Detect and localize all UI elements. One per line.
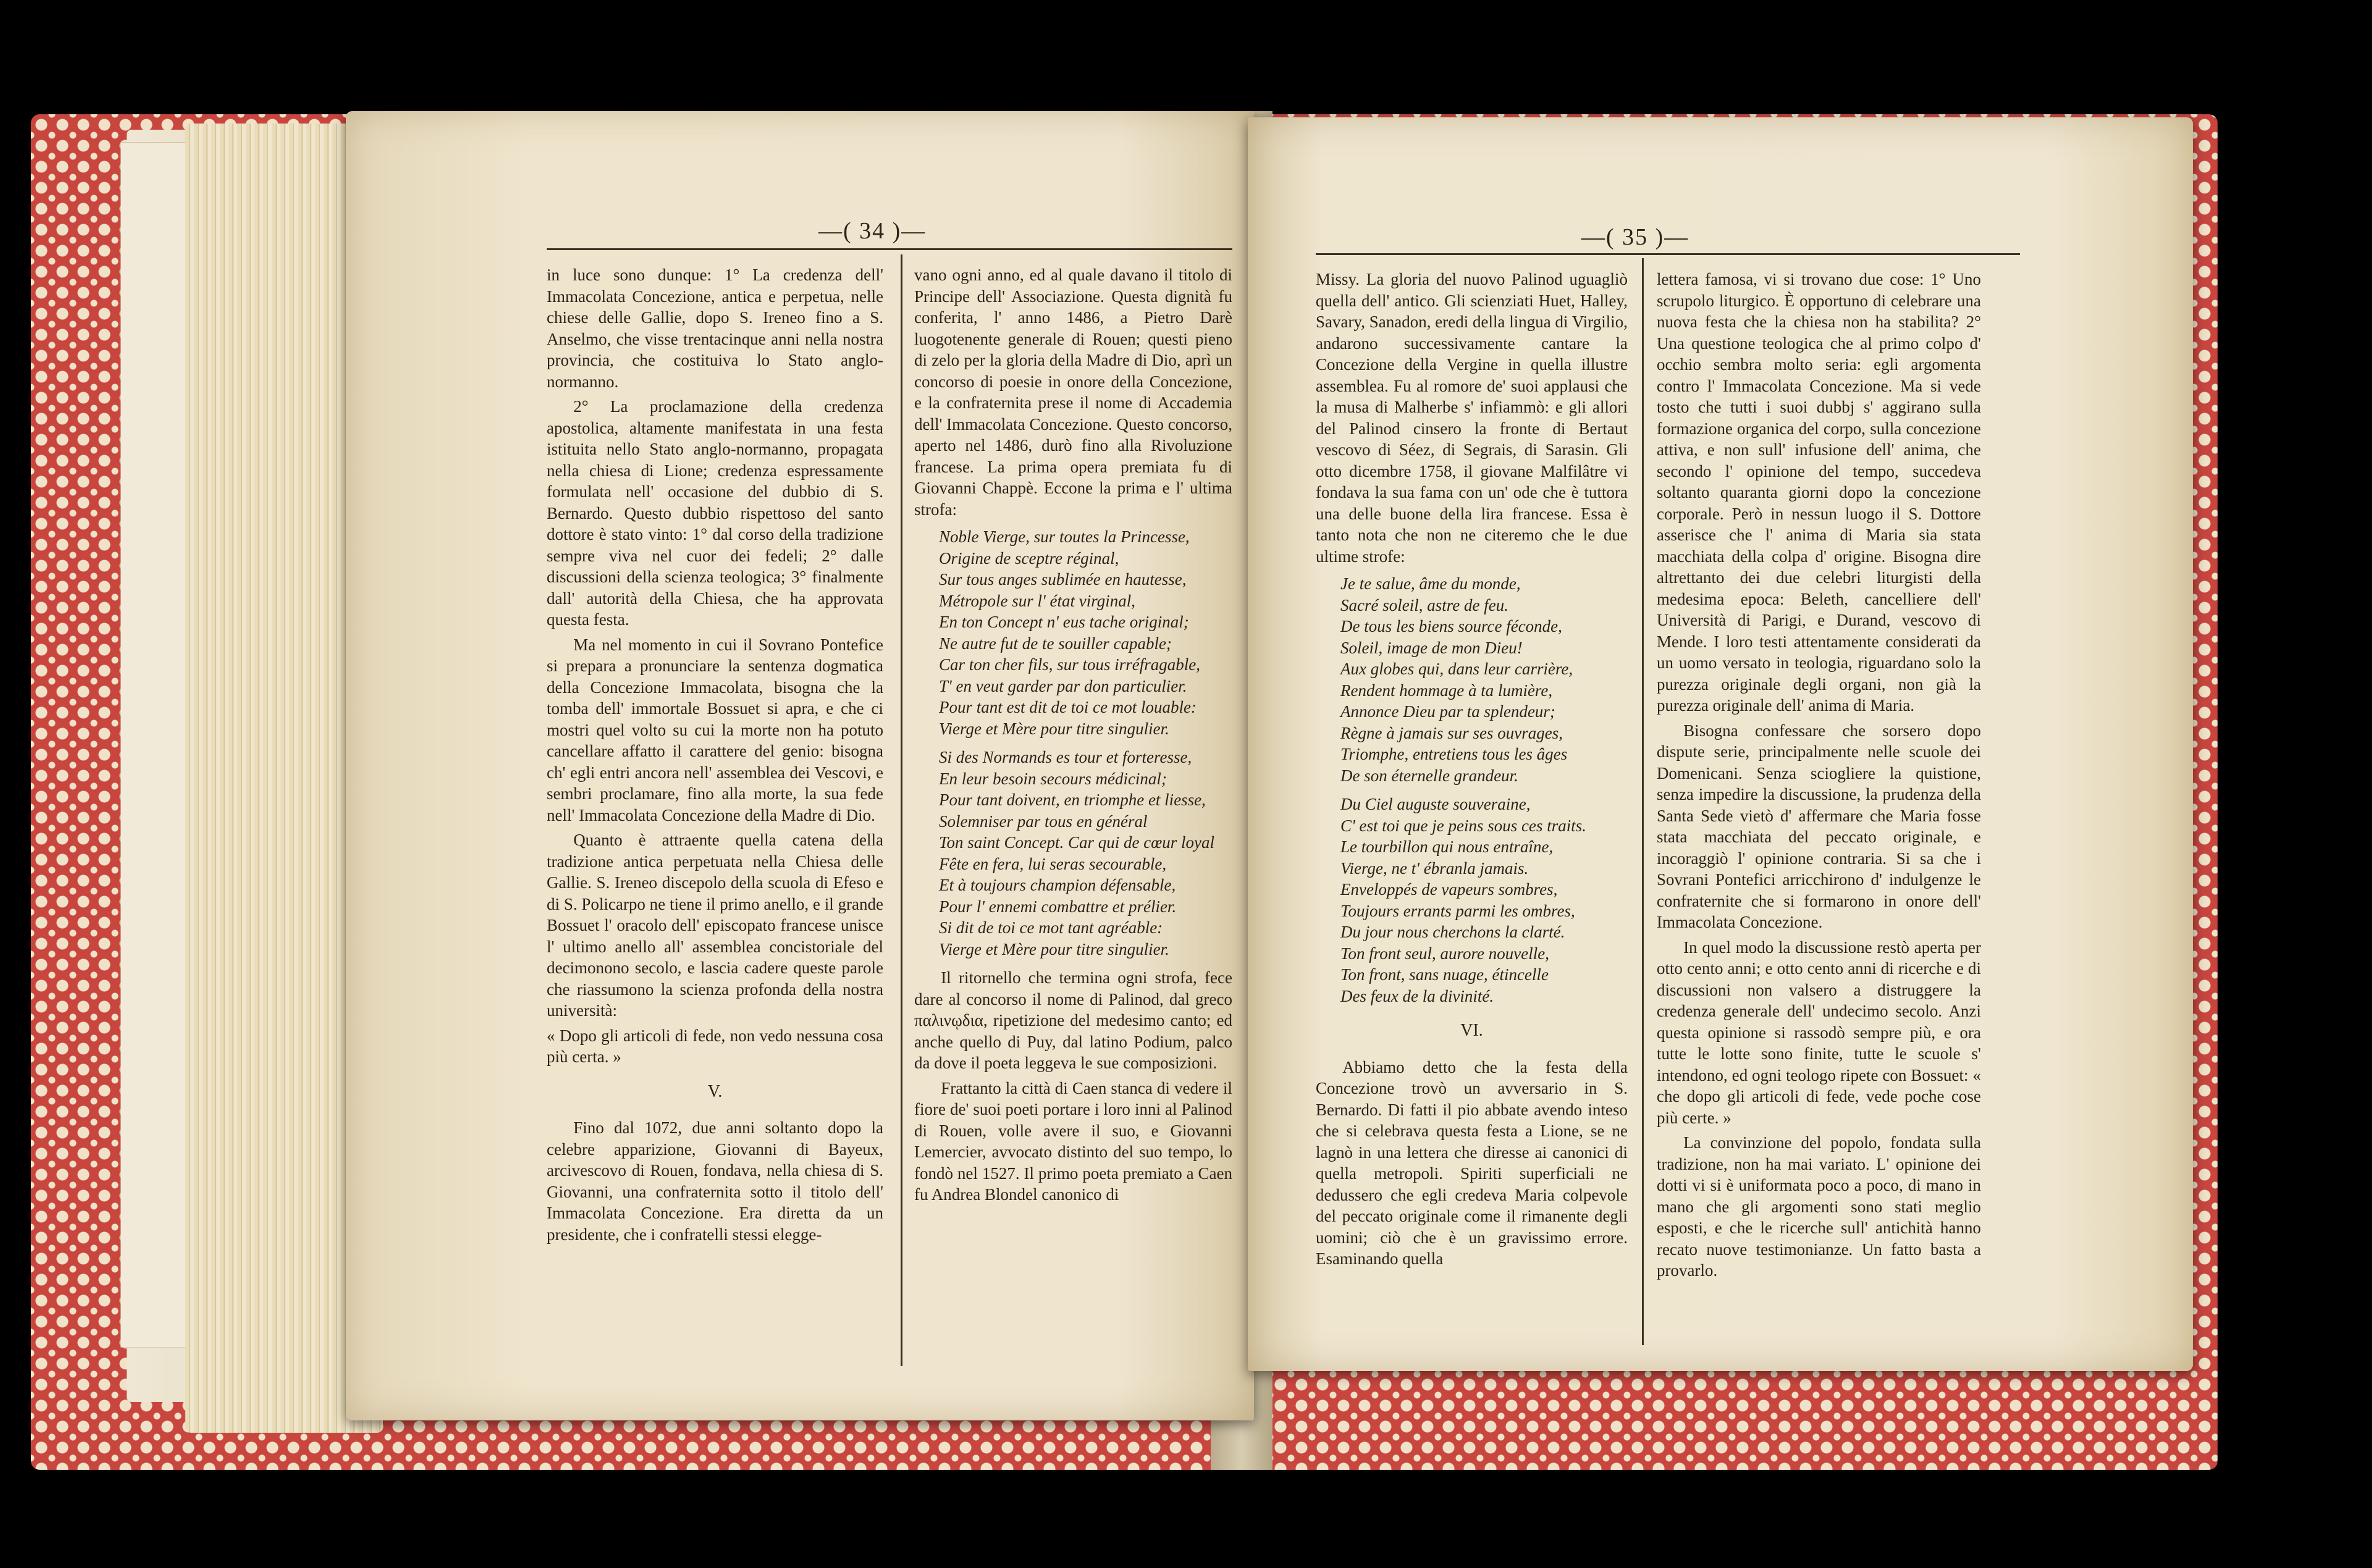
paragraph: Bisogna confessare che sorsero dopo dispute serie, principalmente nelle scuole dei Domenicani. Senza sciogliere la quistione, senza impedire la discussione, la prudenza della Santa Sede vietò d' affermare che Maria fosse stata macchiata del peccato originale, e incoraggiò l' opinione contraria. Si sa che i Sovrani Pontefici arricchirono d' indulgenze le confraternite che si formarono in onore dell' Immacolata Concezione.	[1657, 721, 1981, 931]
poem-stanza	[939, 747, 1232, 960]
poem-stanza	[1340, 573, 1628, 786]
section-heading: V.	[707, 1081, 723, 1101]
verse: Des feux de la divinité.	[1340, 986, 1494, 1005]
paragraph: in luce sono dunque: 1° La credenza dell' Immacolata Concezione, antica e perpetua, nelle chiese delle Gallie, dopo S. Ireneo fino a S. Anselmo, che visse trentacinque anni nella nostra provincia, che costituiva lo Stato anglo-normanno.	[547, 266, 883, 391]
bossuet-quote: « Dopo gli articoli di fede, non vedo nessuna cosa più certa. »	[547, 1026, 883, 1066]
verse: Triomphe, entretiens tous les âges	[1340, 745, 1568, 763]
left-page-column-2	[914, 264, 1232, 1209]
verse: Ton saint Concept. Car qui de cœur loyal	[939, 833, 1215, 852]
inserted-sheet	[120, 142, 196, 1348]
page-number-left: —( 34 )—	[818, 218, 927, 244]
right-page	[1248, 117, 2193, 1371]
verse: En ton Concept n' eus tache original;	[939, 613, 1189, 631]
poem-stanza	[939, 526, 1232, 739]
verse: Noble Vierge, sur toutes la Princesse,	[939, 527, 1190, 546]
section-heading: VI.	[1460, 1021, 1483, 1040]
left-page	[346, 111, 1254, 1420]
verse: Toujours errants parmi les ombres,	[1340, 901, 1575, 920]
paragraph: Il ritornello che termina ogni strofa, fece dare al concorso il nome di Palinod, dal greco παλινῳδια, ripetizione del medesimo canto; ed anche quello di Puy, dal latino Podium, palco da dove il poeta leggeva le sue composizioni.	[914, 968, 1232, 1072]
verse: Du jour nous cherchons la clarté.	[1340, 923, 1565, 941]
verse: Fête en fera, lui seras secourable,	[939, 854, 1167, 873]
verse: Métropole sur l' état virginal,	[939, 591, 1135, 610]
verse: Pour l' ennemi combattre et prélier.	[939, 897, 1177, 916]
paragraph: Missy. La gloria del nuovo Palinod uguagliò quella dell' antico. Gli scienziati Huet, Halley, Savary, Sanadon, eredi della lingua di Virgilio, andarono successivamente cantare la Concezione della Vergine in quella illustre assemblea. Fu al romore de' suoi applausi che la musa di Malherbe s' infiammò: e gli allori del Palinod cinsero la fronte di Bertaut vescovo di Séez, di Segrais, di Sarasin. Gli otto dicembre 1758, il giovane Malfilâtre vi fondava la sua fama con un' ode che è tuttora una delle buone della lira francese. Essa è tanto nota che non ne citeremo che le due ultime strofe:	[1316, 270, 1628, 566]
paragraph: Abbiamo detto che la festa della Concezione trovò un avversario in S. Bernardo. Di fatti il pio abbate avendo inteso che si celebrava questa festa a Lione, se ne lagnò in una lettera che diresse ai canonici di quella metropoli. Spiriti superficiali ne dedussero che egli credeva Maria colpevole del peccato originale come il rimanente degli uomini; ciò che è un gravissimo errore. Esaminando quella	[1316, 1057, 1628, 1268]
verse: Enveloppés de vapeurs sombres,	[1340, 880, 1558, 899]
paragraph: Ma nel momento in cui il Sovrano Pontefice si prepara a pronunciare la sentenza dogmatica della Concezione Immacolata, bisogna che la tomba dell' immortale Bossuet si apra, e che ci mostri quel volto su cui la morte non ha potuto cancellare affatto il carattere del genio: bisogna ch' egli entri ancora nell' assemblea dei Vescovi, e sembri proclamare, fino alla morte, la sua fede nell' Immacolata Concezione della Madre di Dio.	[547, 635, 883, 824]
verse: Ton front, sans nuage, étincelle	[1340, 965, 1549, 984]
header-rule	[1316, 253, 2020, 255]
verse: Rendent hommage à ta lumière,	[1340, 681, 1553, 700]
verse: Aux globes qui, dans leur carrière,	[1340, 660, 1573, 678]
verse: Vierge et Mère pour titre singulier.	[939, 719, 1169, 738]
page-number-right: —( 35 )—	[1581, 224, 1689, 250]
verse: C' est toi que je peins sous ces traits.	[1340, 816, 1586, 835]
right-page-column-2	[1657, 269, 1981, 1285]
column-divider	[1642, 258, 1644, 1345]
verse: Vierge et Mère pour titre singulier.	[939, 939, 1169, 958]
verse: En leur besoin secours médicinal;	[939, 769, 1167, 788]
verse: Sacré soleil, astre de feu.	[1340, 595, 1508, 614]
paragraph: Frattanto la città di Caen stanca di vedere il fiore de' suoi poeti portare i loro inni al Palinod di Rouen, volle avere il suo, e Giovanni Lemercier, avvocato distinto del suo tempo, lo fondò nel 1527. Il primo poeta premiato a Caen fu Andrea Blondel canonico di	[914, 1078, 1232, 1204]
poem-stanza	[1340, 794, 1628, 1007]
paragraph: Fino dal 1072, due anni soltanto dopo la celebre apparizione, Giovanni di Bayeux, arcivescovo di Rouen, fondava, nella chiesa di S. Giovanni, una confraternita sotto il titolo dell' Immacolata Concezione. Era diretta da un presidente, che i confratelli stessi elegge-	[547, 1118, 883, 1244]
paragraph: 2° La proclamazione della credenza apostolica, altamente manifestata in una festa istituita nello Stato anglo-normanno, propagata nella chiesa di Lione; credenza espressamente formulata nell' occasione del dubbio di S. Bernardo. Questo dubbio rispettoso del santo dottore è stato vinto: 1° dal corso della tradizione sempre viva nel cuor dei fedeli; 2° dalle discussioni della scienza teologica; 3° finalmente dall' autorità della Chiesa, che ha approvata questa festa.	[547, 397, 883, 629]
verse: Ton front seul, aurore nouvelle,	[1340, 944, 1549, 963]
verse: Sur tous anges sublimée en hautesse,	[939, 570, 1187, 589]
page-number-value: 34	[859, 218, 886, 244]
paragraph: In quel modo la discussione restò aperta per otto cento anni; e otto cento anni di ricerche e di discussioni non valsero a distruggere la credenza generale dell' undecimo secolo. Anzi questa opinione si rassodò sempre più, e ora tutte le lotte sono finite, tutte le scuole s' intendono, ed ogni teologo ripete con Bossuet: « che dopo gli articoli di fede, vede poche cose più certe. »	[1657, 937, 1981, 1127]
paragraph: vano ogni anno, ed al quale davano il titolo di Principe dell' Associazione. Questa dignità fu conferita, l' anno 1486, a Pietro Darè luogotenente generale di Rouen; questi pieno di zelo per la gloria della Madre di Dio, aprì un concorso di poesie in onore della Concezione, e la confraternita prese il nome di Accademia dell' Immacolata Concezione. Questo concorso, aperto nel 1486, durò fino alla Rivoluzione francese. La prima opera premiata fu di Giovanni Chappè. Eccone la prima e l' ultima strofa:	[914, 266, 1232, 519]
header-rule	[547, 248, 1232, 250]
verse: Le tourbillon qui nous entraîne,	[1340, 837, 1554, 856]
page-number-value: 35	[1622, 224, 1649, 250]
verse: De son éternelle grandeur.	[1340, 766, 1518, 785]
verse: Annonce Dieu par ta splendeur;	[1340, 702, 1555, 721]
paragraph: La convinzione del popolo, fondata sulla tradizione, non ha mai variato. L' opinione dei dotti vi si è uniformata poco a poco, di mano in mano che gli argomenti sono stati meglio esposti, e che le ricerche sull' antichità hanno recato nuove testimonianze. Un fatto basta a provarlo.	[1657, 1133, 1981, 1280]
verse: Vierge, ne t' ébranla jamais.	[1340, 858, 1529, 878]
verse: Soleil, image de mon Dieu!	[1340, 638, 1523, 657]
paragraph: Quanto è attraente quella catena della tradizione antica perpetuata nella Chiesa delle Gallie. S. Ireneo discepolo della scuola di Efeso e di S. Policarpo ne tiene il primo anello, e il grande Bossuet l' oracolo dell' episcopato francese unisce l' ultimo anello all' assemblea concistoriale del decimonono secolo, e lascia cadere queste parole che riassumono la scienza profonda della nostra università:	[547, 831, 883, 1020]
right-page-column-1	[1316, 269, 1628, 1273]
verse: Et à toujours champion défensable,	[939, 876, 1176, 894]
column-divider	[901, 254, 902, 1366]
paragraph: lettera famosa, vi si trovano due cose: 1° Uno scrupolo liturgico. È opportuno di celebrare una nuova festa che la chiesa non ha stabilita? 2° Una questione teologica che al primo colpo d' occhio sembra molto seria: egli argomenta contro l' Immacolata Concezione. Ma si vede tosto che tutti i suoi dubbj s' aggirano sulla formazione organica del corpo, sulla concezione attiva, e non sull' infusione dell' anima, che secondo l' opinione del tempo, succedeva soltanto quaranta giorni dopo la concezione corporale. Però in nessun luogo il S. Dottore asserisce che l' anima di Maria sia stata macchiata della colpa d' origine. Bisogna dire altrettanto dei due celebri liturgisti della medesima epoca: Beleth, cancelliere dell' Università di Parigi, e Durand, vescovo di Mende. I loro testi attentamente considerati da un uomo versato in teologia, riguardano solo la purezza originale degli organi, non già la purezza originale dell' anima di Maria.	[1657, 270, 1981, 715]
verse: Origine de sceptre réginal,	[939, 548, 1119, 568]
verse: Solemniser par tous en général	[939, 811, 1148, 831]
left-page-column-1	[547, 264, 883, 1249]
verse: De tous les biens source féconde,	[1340, 617, 1562, 635]
verse: Je te salue, âme du monde,	[1340, 574, 1521, 593]
verse: Ne autre fut de te souiller capable;	[939, 634, 1172, 653]
verse: Règne à jamais sur ses ouvrages,	[1340, 723, 1563, 742]
verse: Car ton cher fils, sur tous irréfragable,	[939, 655, 1201, 674]
verse: Si des Normands es tour et forteresse,	[939, 748, 1192, 766]
verse: Pour tant doivent, en triomphe et liesse,	[939, 790, 1206, 809]
verse: Pour tant est dit de toi ce mot louable:	[939, 698, 1197, 716]
verse: T' en veut garder par don particulier.	[939, 676, 1187, 695]
verse: Si dit de toi ce mot tant agréable:	[939, 918, 1163, 937]
verse: Du Ciel auguste souveraine,	[1340, 795, 1531, 813]
